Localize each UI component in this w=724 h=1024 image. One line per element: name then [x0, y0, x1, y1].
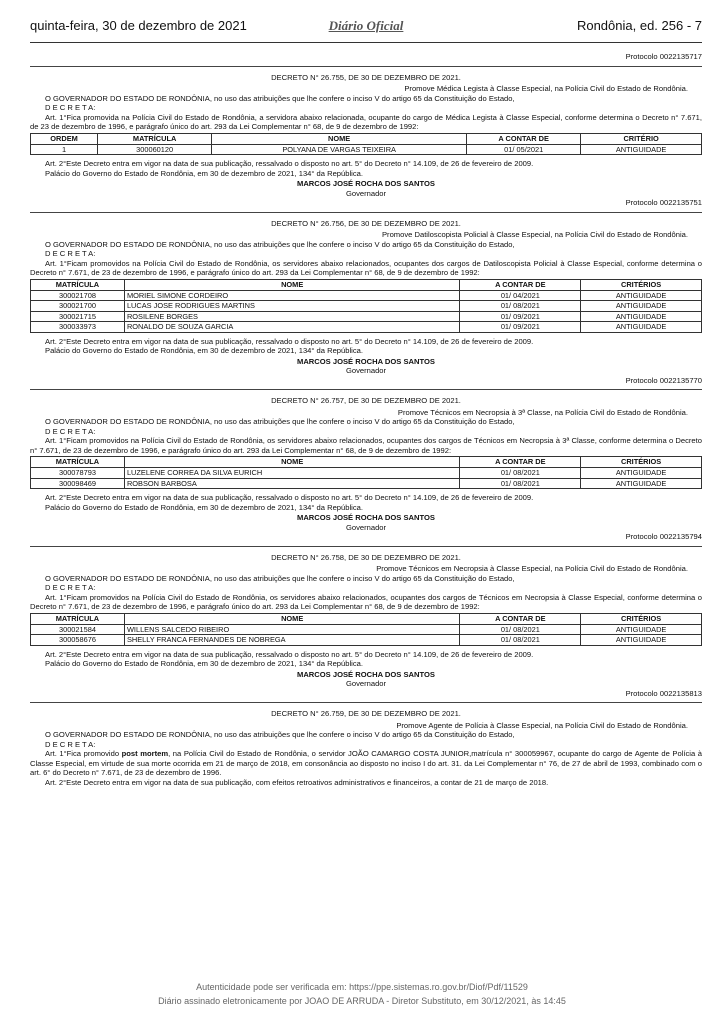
promotion-table	[30, 133, 702, 156]
table-cell: ANTIGUIDADE	[581, 478, 702, 489]
table-cell: POLYANA DE VARGAS TEIXEIRA	[212, 144, 467, 155]
table-cell: 300098469	[31, 478, 125, 489]
table-cell: 300078793	[31, 468, 125, 479]
header-divider	[30, 42, 702, 43]
table-cell: ANTIGUIDADE	[581, 322, 702, 333]
column-header: A CONTAR DE	[460, 613, 581, 624]
table-cell: 1	[31, 144, 98, 155]
table-cell: 300033973	[31, 322, 125, 333]
section-divider	[30, 212, 702, 213]
table-cell: 300021708	[31, 290, 125, 301]
table-cell: 300021700	[31, 301, 125, 312]
article-2: Art. 2°Este Decreto entra em vigor na data de sua publicação, ressalvado o disposto no art. 5° do Decreto n° 14.109, de 26 de fevereiro de 2009.	[45, 336, 534, 346]
section-divider	[30, 702, 702, 703]
page-footer	[0, 980, 724, 1008]
table-cell: SHELLY FRANCA FERNANDES DE NOBREGA	[124, 635, 460, 646]
post-mortem-emphasis: post mortem	[121, 749, 169, 758]
table-cell: 01/ 08/2021	[460, 635, 581, 646]
column-header: A CONTAR DE	[467, 133, 581, 144]
table-row	[31, 635, 702, 646]
decreta-label: D E C R E T A:	[45, 103, 96, 112]
column-header: NOME	[124, 279, 460, 290]
signer-role: Governador	[345, 522, 387, 532]
palace-date: Palácio do Governo do Estado de Rondônia, em 30 de dezembro de 2021, 134° da República.	[45, 659, 363, 668]
column-header: A CONTAR DE	[460, 279, 581, 290]
table-cell: 01/ 05/2021	[467, 144, 581, 155]
signer-name: MARCOS JOSÉ ROCHA DOS SANTOS	[297, 179, 435, 188]
authenticity-link[interactable]: Autenticidade pode ser verificada em: https://ppe.sistemas.ro.gov.br/Diof/Pdf/11529	[196, 982, 528, 992]
article-1: Art. 1°Fica promovida na Polícia Civil do Estado de Rondônia, a servidora abaixo relacionada, ocupante do cargo de Médica Legista à Classe Especial, conforme determina o Decreto n° 7.671, de 23 de dezembro de 1996, e parágrafo único do art. 293 da Lei Complementar n° 68, de 9 de dezembro de 1992:	[30, 112, 702, 131]
article-2: Art. 2°Este Decreto entra em vigor na data de sua publicação, ressalvado o disposto no art. 5° do Decreto n° 14.109, de 26 de fevereiro de 2009.	[45, 159, 534, 168]
article-2: Art. 2°Este Decreto entra em vigor na data de sua publicação, com efeitos retroativos administrativos e financeiros, a contar de 21 de março de 2018.	[45, 777, 549, 787]
article-1: Art. 1°Ficam promovidos na Polícia Civil do Estado de Rondônia, os servidores abaixo relacionados, ocupantes dos cargos de Técnicos em Necropsia à Classe Especial, conforme determina o Decreto n° 7.671, de 23 de dezembro de 1996, e parágrafo único do art. 293 da Lei Complementar n° 68, de 9 de dezembro de 1992:	[30, 592, 702, 611]
table-row	[31, 144, 702, 155]
table-cell: 300021584	[31, 624, 125, 635]
decree-title: DECRETO N° 26.757, DE 30 DE DEZEMBRO DE 2021.	[271, 396, 461, 405]
signer-name: MARCOS JOSÉ ROCHA DOS SANTOS	[297, 356, 435, 366]
decreta-label: D E C R E T A:	[45, 583, 96, 592]
table-cell: ROSILENE BORGES	[124, 311, 460, 322]
table-cell: 01/ 08/2021	[460, 468, 581, 479]
signer-role: Governador	[345, 366, 387, 375]
table-cell: 01/ 08/2021	[460, 624, 581, 635]
protocol-number: Protocolo 0022135770	[625, 375, 702, 385]
table-row	[31, 290, 702, 301]
decree-title: DECRETO N° 26.755, DE 30 DE DEZEMBRO DE 2021.	[271, 72, 461, 82]
signature-note: Diário assinado eletronicamente por JOAO DE ARRUDA - Diretor Substituto, em 30/12/2021, às 14:45	[158, 996, 566, 1006]
signer-role: Governador	[345, 188, 387, 198]
column-header: CRITÉRIO	[581, 133, 702, 144]
column-header: A CONTAR DE	[460, 457, 581, 468]
article-2: Art. 2°Este Decreto entra em vigor na data de sua publicação, ressalvado o disposto no art. 5° do Decreto n° 14.109, de 26 de fevereiro de 2009.	[45, 493, 534, 502]
table-cell: 300060120	[98, 144, 212, 155]
governor-clause: O GOVERNADOR DO ESTADO DE RONDÔNIA, no uso das atribuições que lhe confere o inciso V do artigo 65 da Constituição do Estado,	[45, 417, 515, 426]
decree-summary: Promove Médica Legista à Classe Especial, na Polícia Civil do Estado de Rondônia.	[404, 84, 688, 93]
table-cell: 01/ 09/2021	[460, 322, 581, 333]
table-cell: ANTIGUIDADE	[581, 301, 702, 312]
column-header: NOME	[212, 133, 467, 144]
column-header: ORDEM	[31, 133, 98, 144]
governor-clause: O GOVERNADOR DO ESTADO DE RONDÔNIA, no uso das atribuições que lhe confere o inciso V do artigo 65 da Constituição do Estado,	[45, 239, 515, 249]
signer-name: MARCOS JOSÉ ROCHA DOS SANTOS	[297, 513, 435, 522]
protocol-number: Protocolo 0022135751	[625, 198, 702, 207]
palace-date: Palácio do Governo do Estado de Rondônia, em 30 de dezembro de 2021, 134° da República.	[45, 346, 363, 355]
article-2: Art. 2°Este Decreto entra em vigor na data de sua publicação, ressalvado o disposto no art. 5° do Decreto n° 14.109, de 26 de fevereiro de 2009.	[45, 649, 534, 659]
palace-date: Palácio do Governo do Estado de Rondônia, em 30 de dezembro de 2021, 134° da República.	[45, 168, 363, 178]
table-cell: LUZELENE CORREA DA SILVA EURICH	[124, 468, 460, 479]
signer-name: MARCOS JOSÉ ROCHA DOS SANTOS	[297, 669, 435, 679]
page-header	[30, 18, 702, 38]
column-header: NOME	[124, 613, 460, 624]
decree-summary: Promove Agente de Polícia à Classe Especial, na Polícia Civil do Estado de Rondônia.	[396, 720, 688, 730]
decree-title: DECRETO N° 26.758, DE 30 DE DEZEMBRO DE 2021.	[271, 552, 461, 562]
decree-summary: Promove Datiloscopista Policial à Classe Especial, na Polícia Civil do Estado de Rondônia.	[381, 230, 688, 239]
column-header: MATRÍCULA	[31, 613, 125, 624]
decree-title: DECRETO N° 26.756, DE 30 DE DEZEMBRO DE 2021.	[271, 218, 461, 228]
promotion-table	[30, 279, 702, 333]
protocol-number: Protocolo 0022135813	[625, 688, 702, 698]
promotion-table	[30, 613, 702, 646]
table-cell: 300058676	[31, 635, 125, 646]
table-cell: WILLENS SALCEDO RIBEIRO	[124, 624, 460, 635]
palace-date: Palácio do Governo do Estado de Rondônia, em 30 de dezembro de 2021, 134° da República.	[45, 502, 363, 512]
section-divider	[30, 546, 702, 547]
column-header: CRITÉRIOS	[581, 279, 702, 290]
table-row	[31, 311, 702, 322]
table-cell: 01/ 09/2021	[460, 311, 581, 322]
table-cell: ANTIGUIDADE	[581, 144, 702, 155]
header-edition: Rondônia, ed. 256 - 7	[576, 18, 702, 33]
header-date: quinta-feira, 30 de dezembro de 2021	[30, 18, 247, 33]
table-cell: ROBSON BARBOSA	[124, 478, 460, 489]
table-row	[31, 624, 702, 635]
decree-section	[30, 396, 702, 547]
table-row	[31, 468, 702, 479]
table-cell: 01/ 08/2021	[460, 301, 581, 312]
article-1: Art. 1°Ficam promovidos na Polícia Civil do Estado de Rondônia, os servidores abaixo relacionados, ocupantes dos cargos de Datiloscopista Policial à Classe Especial, conforme determina o Decreto n° 7.671, de 23 de dezembro de 1996, e parágrafo único do art. 293 da Lei Complementar n° 68, de 9 de dezembro de 1992:	[30, 258, 702, 277]
column-header: MATRÍCULA	[98, 133, 212, 144]
table-cell: ANTIGUIDADE	[581, 624, 702, 635]
top-protocol: Protocolo 0022135717	[625, 52, 702, 61]
article-1: Art. 1°Fica promovido post mortem, na Polícia Civil do Estado de Rondônia, o servidor JOÃO CAMARGO COSTA JUNIOR,matrícula n° 300059967, ocupante do cargo de Agente de Polícia à Classe Especial, em virtude de sua morte ocorrida em 21 de março de 2018, em consonância ao disposto no inciso I do art. 31. da Lei Complementar n° 76, de 27 de abril de 1993, combinado com o art. 6° do Decreto n° 7.671, de 23 de dezembro de 1996.	[30, 749, 702, 777]
table-cell: LUCAS JOSE RODRIGUES MARTINS	[124, 301, 460, 312]
protocol-number: Protocolo 0022135794	[625, 532, 702, 541]
column-header: MATRÍCULA	[31, 457, 125, 468]
journal-title: Diário Oficial	[328, 18, 404, 33]
column-header: MATRÍCULA	[31, 279, 125, 290]
section-divider	[30, 389, 702, 390]
table-cell: RONALDO DE SOUZA GARCIA	[124, 322, 460, 333]
governor-clause: O GOVERNADOR DO ESTADO DE RONDÔNIA, no uso das atribuições que lhe confere o inciso V do artigo 65 da Constituição do Estado,	[45, 573, 515, 583]
table-row	[31, 478, 702, 489]
decree-section	[30, 73, 702, 213]
governor-clause: O GOVERNADOR DO ESTADO DE RONDÔNIA, no uso das atribuições que lhe confere o inciso V do artigo 65 da Constituição do Estado,	[45, 93, 515, 103]
governor-clause: O GOVERNADOR DO ESTADO DE RONDÔNIA, no uso das atribuições que lhe confere o inciso V do artigo 65 da Constituição do Estado,	[45, 730, 515, 739]
table-cell: 01/ 08/2021	[460, 478, 581, 489]
decree-summary: Promove Técnicos em Necropsia à 3ª Classe, na Polícia Civil do Estado de Rondônia.	[397, 407, 688, 417]
decree-section	[30, 553, 702, 704]
column-header: CRITÉRIOS	[581, 613, 702, 624]
decree-title: DECRETO N° 26.759, DE 30 DE DEZEMBRO DE 2021.	[271, 709, 461, 718]
decreta-label: D E C R E T A:	[45, 426, 96, 436]
decree-summary: Promove Técnicos em Necropsia à Classe Especial, na Polícia Civil do Estado de Rondônia.	[376, 564, 688, 573]
table-cell: ANTIGUIDADE	[581, 290, 702, 301]
decreta-label: D E C R E T A:	[45, 739, 96, 749]
table-cell: 300021715	[31, 311, 125, 322]
table-cell: ANTIGUIDADE	[581, 635, 702, 646]
signer-role: Governador	[345, 679, 387, 688]
table-cell: 01/ 04/2021	[460, 290, 581, 301]
column-header: NOME	[124, 457, 460, 468]
table-cell: ANTIGUIDADE	[581, 468, 702, 479]
promotion-table	[30, 456, 702, 489]
decree-section	[30, 219, 702, 391]
decree-list	[30, 73, 702, 704]
table-row	[31, 322, 702, 333]
page-content	[30, 52, 702, 791]
table-row	[31, 301, 702, 312]
article-1: Art. 1°Ficam promovidos na Polícia Civil do Estado de Rondônia, os servidores abaixo relacionados, ocupantes dos cargos de Técnicos em Necropsia à 3ª Classe, conforme determina o Decreto n° 7.671, de 23 de dezembro de 1996, e parágrafo único do art. 293 da Lei Complementar n° 68, de 9 de dezembro de 1992:	[30, 436, 702, 455]
decreta-label: D E C R E T A:	[45, 249, 96, 258]
column-header: CRITÉRIOS	[581, 457, 702, 468]
section-divider	[30, 66, 702, 67]
table-cell: ANTIGUIDADE	[581, 311, 702, 322]
table-cell: MORIEL SIMONE CORDEIRO	[124, 290, 460, 301]
decree-section-26759	[30, 709, 702, 787]
